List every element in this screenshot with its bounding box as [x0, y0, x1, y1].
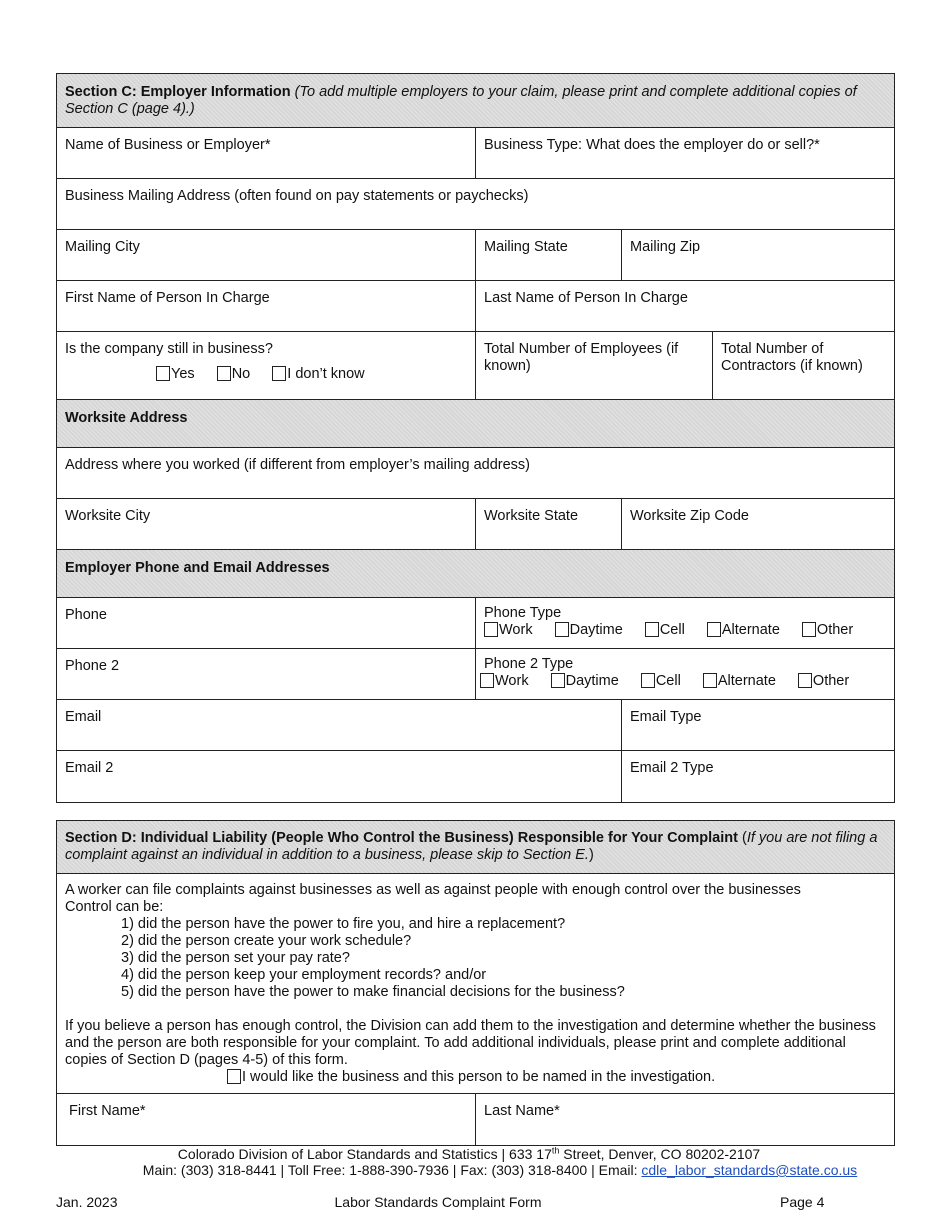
section-c-header: [57, 74, 894, 128]
control-criteria-list: [65, 916, 886, 1001]
worksite-header: Worksite Address: [65, 410, 188, 426]
footer-address: Colorado Division of Labor Standards and Statistics | 633 17th Street, Denver, CO 80202-2107: [177, 1145, 761, 1162]
first-name-in-charge-field[interactable]: First Name of Person In Charge: [57, 281, 476, 331]
total-employees-field[interactable]: Total Number of Employees (if known): [476, 332, 713, 399]
email-field[interactable]: Email: [57, 700, 622, 750]
email-link[interactable]: cdle_labor_standards@state.co.us: [641, 1162, 858, 1178]
individual-first-name-field[interactable]: First Name*: [57, 1094, 476, 1145]
phone2-field[interactable]: Phone 2: [57, 649, 476, 699]
section-c-note: (To add multiple employers to your claim, please print and complete additional copies of Section C (page 4).): [65, 84, 857, 117]
control-explanation: A worker can file complaints against businesses as well as against people with enough control over the businesses Control can be: 1) did the person have the power to fire you, and hire a replacement? 2) did the person create your work schedule? 3) did the person set your pay rate? 4) did the person keep your employment records? and/or 5) did the person have the power to make financial decisions for the business? If you believe a person has enough control, the Division can add them to the investigation and determine whether the business and the person are both responsible for your complaint. To add additional individuals, please print and complete additional copies of Section D (pages 4-5) of this form. I would like the business and this person to be named in the investigation.: [57, 874, 894, 1093]
section-d-header: Section D: Individual Liability (People Who Control the Business) Responsible for Your Complaint (If you are not filing a complaint against an individual in addition to a business, please skip to Section E.): [57, 821, 894, 874]
last-name-in-charge-field[interactable]: Last Name of Person In Charge: [484, 290, 688, 306]
total-contractors-field[interactable]: Total Number of Contractors (if known): [721, 341, 863, 374]
section-d-form: [56, 820, 895, 1146]
phone-type-daytime-checkbox[interactable]: Daytime: [555, 622, 623, 639]
footer-form-name: Labor Standards Complaint Form: [334, 1194, 542, 1210]
list-item: 2) did the person create your work schedule?: [121, 933, 412, 949]
mailing-city-field[interactable]: Mailing City: [57, 230, 476, 280]
phone-field[interactable]: Phone: [57, 598, 476, 648]
phone2-type-cell-checkbox[interactable]: Cell: [641, 673, 681, 690]
list-item: 5) did the person have the power to make financial decisions for the business?: [121, 984, 625, 1000]
phone-type-field: Phone Type Work Daytime Cell Alternate Other: [484, 605, 854, 638]
phone2-type-field: Phone 2 Type Work Daytime Cell Alternate Other: [476, 649, 894, 699]
footer-page-number: Page 4: [780, 1194, 825, 1210]
section-c-title: Section C: Employer Information: [65, 84, 291, 100]
mailing-zip-field[interactable]: Mailing Zip: [630, 239, 701, 255]
phone2-type-alternate-checkbox[interactable]: Alternate: [703, 673, 776, 690]
phone-type-other-checkbox[interactable]: Other: [802, 622, 853, 639]
phone-type-cell-checkbox[interactable]: Cell: [645, 622, 685, 639]
still-in-business-field: Is the company still in business? Yes No I don’t know: [57, 332, 476, 399]
worksite-state-field[interactable]: Worksite State: [476, 499, 622, 549]
footer-date: Jan. 2023: [56, 1194, 118, 1210]
section-c-form: [56, 73, 895, 803]
list-item: 1) did the person have the power to fire you, and hire a replacement?: [121, 916, 566, 932]
business-type-field[interactable]: Business Type: What does the employer do or sell?*: [484, 137, 820, 153]
business-name-field[interactable]: Name of Business or Employer*: [57, 128, 476, 178]
name-in-investigation-checkbox[interactable]: I would like the business and this person to be named in the investigation.: [65, 1069, 886, 1086]
footer-contact: Main: (303) 318-8441 | Toll Free: 1-888-390-7936 | Fax: (303) 318-8400 | Email: cdle_labor_standards@state.co.us: [142, 1162, 858, 1178]
section-d-title: Section D: Individual Liability (People Who Control the Business) Responsible for Your Complaint: [65, 830, 738, 846]
email-type-field[interactable]: Email Type: [630, 709, 702, 725]
email2-field[interactable]: Email 2: [57, 751, 622, 802]
phone2-type-daytime-checkbox[interactable]: Daytime: [551, 673, 619, 690]
list-item: 4) did the person keep your employment records? and/or: [121, 967, 487, 983]
still-yes-checkbox[interactable]: Yes: [156, 366, 195, 383]
mailing-address-field[interactable]: Business Mailing Address (often found on pay statements or paychecks): [65, 188, 529, 204]
individual-last-name-field[interactable]: Last Name*: [484, 1103, 560, 1119]
worksite-city-field[interactable]: Worksite City: [57, 499, 476, 549]
still-dont-know-checkbox[interactable]: I don’t know: [272, 366, 364, 383]
section-d-note: If you are not filing a complaint against an individual in addition to a business, please skip to Section E.: [65, 830, 878, 863]
phone2-type-work-checkbox[interactable]: Work: [480, 673, 529, 690]
worksite-address-field[interactable]: Address where you worked (if different from employer’s mailing address): [65, 457, 531, 473]
phone-type-alternate-checkbox[interactable]: Alternate: [707, 622, 780, 639]
mailing-state-field[interactable]: Mailing State: [476, 230, 622, 280]
worksite-zip-field[interactable]: Worksite Zip Code: [630, 508, 749, 524]
phone-type-work-checkbox[interactable]: Work: [484, 622, 533, 639]
still-no-checkbox[interactable]: No: [217, 366, 251, 383]
phone-email-header: Employer Phone and Email Addresses: [65, 560, 330, 576]
phone2-type-other-checkbox[interactable]: Other: [798, 673, 849, 690]
email2-type-field[interactable]: Email 2 Type: [630, 760, 714, 776]
list-item: 3) did the person set your pay rate?: [121, 950, 350, 966]
